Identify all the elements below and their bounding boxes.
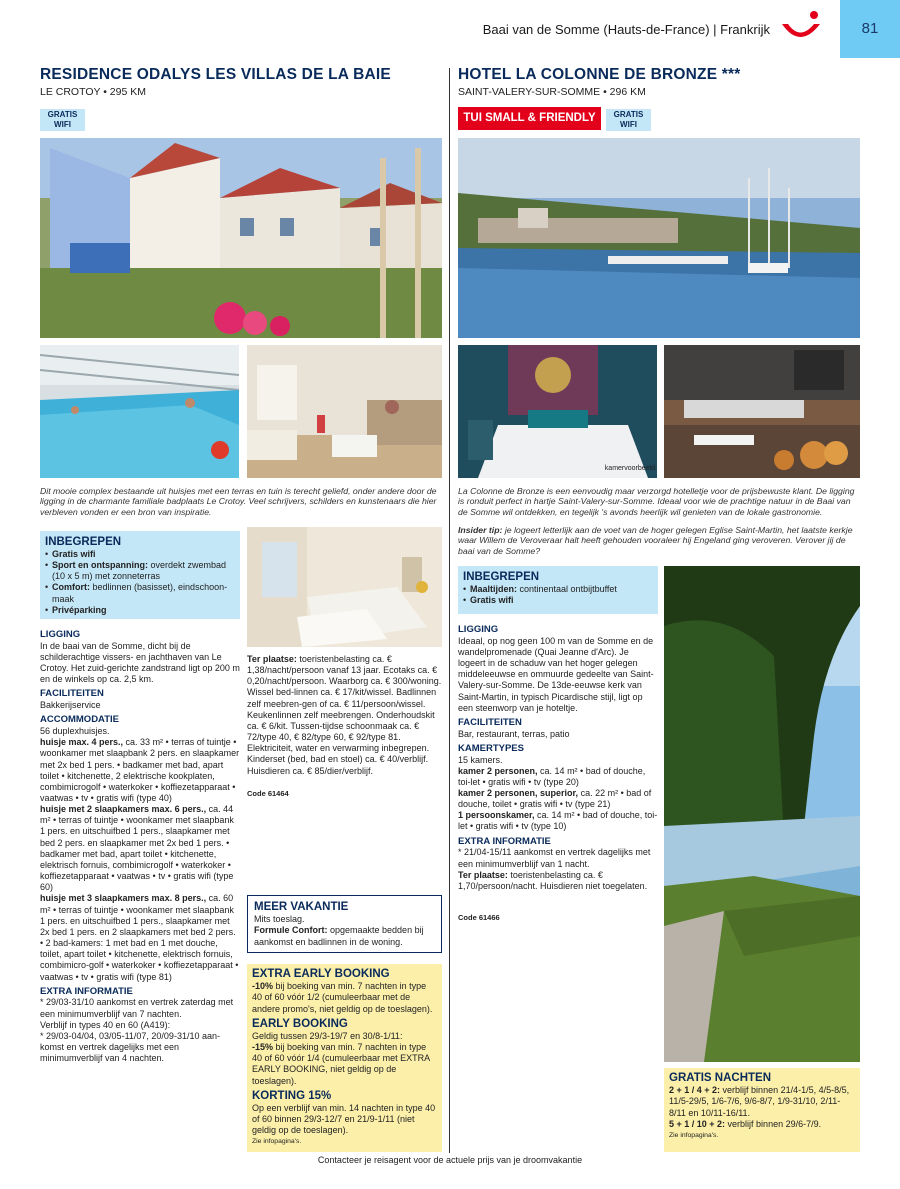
left-product-code: Code 61464 [247, 789, 289, 798]
insider-tip-text: je logeert letterlijk aan de voet van de hoger gelegen Eglise Saint-Martin, het laatste kerkje waar Willem de Veroveraar halt heeft gehouden vooraleer hij Engeland ging veroveren. Verover jij de baai van de Somme? [458, 525, 853, 556]
accommodation-intro: 56 duplexhuisjes. [40, 726, 110, 737]
indoor-pool-photo [40, 345, 239, 478]
left-location-text: In de baai van de Somme, dicht bij de schilderachtige vissers- en jachthaven van Le Crotoy. Het zuid-gerichte zandstrand ligt op 200 m en de winkels op ca. 2,5 km. [40, 640, 240, 685]
right-hotel-title: HOTEL LA COLONNE DE BRONZE *** [458, 66, 741, 83]
right-location-text: Ideaal, op nog geen 100 m van de Somme en de wandelpromenade (Quai Jeanne d'Arc). Je logeert in de schaduw van het hoger gelegen middeleeuwse en ommuurde gedeelte van Saint-Valery-sur-Somme. De 13de-eeuwse kerk van Saint-Martin, in typisch Picardische stijl, ligt op een steenworp van je hoteltje. [458, 635, 654, 713]
right-details-column [458, 621, 658, 892]
left-local-costs [247, 654, 443, 777]
promenade-photo [664, 566, 860, 1062]
local-costs-text: toeristenbelasting ca. € 1,38/nacht/persoon vanaf 13 jaar. Ecotaks ca. € 0,20/nacht/persoon. Waarborg ca. € 300/woning. Wissel bed-linnen ca. € 17/kit/wissel. Badlinnen zelf meebren-gen of ca. € 11/persoon/wissel. Keukenlinnen zelf meebrengen. Onderhoudskit ca. € 6/kit. Tussen-tijdse schoonmaak ca. € 72/type 40, € 82/type 60, € 92/type 81. Elektriciteit, water en verwarming inbegrepen. Kinderset (bed, bad en stoel) ca. € 40/verblijf. Huisdieren ca. € 85/dier/verblijf. [247, 654, 442, 776]
left-facilities-heading: FACILITEITEN [40, 688, 104, 700]
accommodation-unit: huisje met 2 slaapkamers max. 6 pers., ca. 44 m² • terras of tuintje • woonkamer met slaapbank 1 pers. en uitschuifbed 1 pers., slaapkamer met bed 2 pers. en slaapkamer met 2x bed 1 pers. • badkamer met bad, apart toilet • kitchenette, elektrisch fornuis, combimicrogolf • waterkoker • koffiezetapparaat • vaatwas • tv • gratis wifi (type 60) [40, 804, 234, 893]
left-details-column [40, 626, 240, 1064]
room-type: kamer 2 personen, superior, ca. 22 m² • bad of douche, toilet • gratis wifi • tv (type 21) [458, 788, 652, 810]
right-facilities-heading: FACILITEITEN [458, 716, 522, 728]
more-holiday-line: Mits toeslag. [254, 914, 305, 925]
right-wifi-badge [606, 109, 651, 131]
page-footer: Contacteer je reisagent voor de actuele prijs van je droomvakantie [317, 1155, 583, 1165]
accommodation-unit: huisje met 3 slaapkamers max. 8 pers., ca. 60 m² • terras of tuintje • woonkamer met slaapbank 1 pers. en uitschuifbed 1 pers., slaapkamer met 2x bed 1 pers. en 2 slaapkamers met bed 2 pers. • 2 bad-kamers: 1 met bad en 1 met douche, toilet, apart toilet • kitchenette, elektrisch fornuis, combimicro-golf • waterkoker • koffiezetapparaat • vaatwas • tv • gratis wifi (type 81) [40, 893, 239, 982]
discount-heading: KORTING 15% [252, 1089, 332, 1102]
free-nights-offer: 5 + 1 / 10 + 2: verblijf binnen 29/6-7/9. [669, 1118, 822, 1129]
right-intro-caption: La Colonne de Bronze is een eenvoudig maar verzorgd hotelletje voor de prijsbewuste klant. De ligging is ronduit perfect in hartje Saint-Valery-sur-Somme. Ideaal voor wie de prachtige natuur in de Baai van de Somme wil ontdekken, en tegelijk 's avonds heerlijk wil genieten van de lokale gastronomie. [458, 486, 855, 517]
free-nights-box [664, 1068, 860, 1152]
left-extra-info-heading: EXTRA INFORMATIE [40, 985, 133, 997]
left-included-heading: INBEGREPEN [45, 536, 122, 548]
left-hotel-location: LE CROTOY • 295 KM [40, 86, 146, 98]
right-local-costs: Ter plaatse: toeristenbelasting ca. € 1,70/persoon/nacht. Huisdieren niet toegelaten. [458, 869, 648, 891]
right-included-box [458, 566, 658, 614]
extra-info-line: * 29/03-04/04, 03/05-11/07, 20/09-31/10 aan-komst en vertrek dagelijks met een minimumverblijf van 4 nachten. [40, 1030, 220, 1064]
early-booking-period: Geldig tussen 29/3-19/7 en 30/8-1/11: [252, 1030, 403, 1041]
comfort-formula: Formule Confort: opgemaakte bedden bij aankomst en badlinnen in de woning. [254, 925, 424, 947]
wifi-badge-line2: WIFI [620, 120, 637, 129]
room-example-label: kamervoorbeeld [604, 465, 655, 472]
extra-early-booking-text: -10% bij boeking van min. 7 nachten in type 40 of 60 vóór 1/2 (cumuleerbaar met de andere promo's, niet geldig op de toeslagen). [252, 981, 433, 1014]
left-location-heading: LIGGING [40, 629, 81, 640]
villas-exterior-photo [40, 138, 442, 338]
right-hotel-location: SAINT-VALERY-SUR-SOMME • 296 KM [458, 86, 646, 98]
wifi-badge-line1: GRATIS [47, 110, 78, 119]
wifi-badge-line2: WIFI [54, 120, 71, 129]
insider-tip-label: Insider tip: [458, 525, 503, 535]
room-types-intro: 15 kamers. [458, 754, 503, 765]
extra-info-line: * 29/03-31/10 aankomst en vertrek zaterdag met een minimumverblijf van 7 nachten. [40, 997, 234, 1019]
left-included-box [40, 531, 240, 619]
region-header: Baai van de Somme (Hauts-de-France) | Frankrijk [482, 22, 770, 37]
accommodation-unit: huisje max. 4 pers., ca. 33 m² • terras of tuintje • woonkamer met slaapbank 2 pers. en slaapkamer met 2x bed 1 pers. • badkamer met bad, apart toilet • kitchenette, 2 elektrische kookplaten, combimicrogolf • waterkoker • koffiezetapparaat • vaatwas • tv • gratis wifi (type 40) [40, 737, 240, 804]
breakfast-buffet-photo [664, 345, 860, 478]
right-extra-info-heading: EXTRA INFORMATIE [458, 835, 551, 847]
accommodation-heading: ACCOMMODATIE [40, 714, 119, 726]
harbor-photo [458, 138, 860, 338]
more-holiday-box [247, 895, 442, 953]
included-item: • Privéparking [45, 605, 234, 616]
room-type: kamer 2 personen, ca. 14 m² • bad of douche, toi-let • gratis wifi • tv (type 20) [458, 765, 646, 787]
discount-text: Op een verblijf van min. 14 nachten in type 40 of 60 binnen 29/3-12/7 en 21/9-1/11 (niet geldig op de toeslagen). [252, 1103, 436, 1136]
insider-tip [458, 525, 862, 556]
right-included-heading: INBEGREPEN [463, 571, 540, 583]
small-friendly-badge: TUI SMALL & FRIENDLY [458, 107, 601, 130]
included-item: • Maaltijden: continentaal ontbijtbuffet [463, 584, 652, 595]
left-facilities-text: Bakkerijservice [40, 700, 101, 711]
more-holiday-heading: MEER VAKANTIE [254, 901, 349, 913]
right-facilities-text: Bar, restaurant, terras, patio [458, 728, 570, 739]
wifi-badge-line1: GRATIS [613, 110, 644, 119]
left-intro-caption: Dit mooie complex bestaande uit huisjes met een terras en tuin is terecht geliefd, onder andere door de ligging in de charmante familiale badplaats Le Crotoy. Veel schrijvers, schilders en kunstenaars die hier verbleven vonden er een bron van inspiratie. [40, 486, 437, 517]
hotel-room-photo [458, 345, 657, 478]
included-item: • Gratis wifi [463, 595, 652, 606]
extra-info-line: Verblijf in types 40 en 60 (A419): [40, 1019, 171, 1030]
extra-early-booking-heading: EXTRA EARLY BOOKING [252, 968, 390, 980]
room-types-heading: KAMERTYPES [458, 742, 524, 754]
right-product-code: Code 61466 [458, 913, 500, 922]
tui-smile-logo [778, 10, 824, 50]
free-nights-offer: 2 + 1 / 4 + 2: verblijf binnen 21/4-1/5, 4/5-8/5, 11/5-29/5, 1/6-7/6, 9/6-8/7, 1/9-31/10, 2/11-8/11 en 10/11-16/11. [669, 1085, 850, 1118]
free-nights-note: Zie infopagina's. [669, 1131, 719, 1139]
early-booking-heading: EARLY BOOKING [252, 1017, 348, 1030]
left-hotel-title: RESIDENCE ODALYS LES VILLAS DE LA BAIE [40, 66, 391, 83]
promo-note: Zie infopagina's. [252, 1138, 302, 1146]
included-item: • Gratis wifi [45, 549, 234, 560]
column-divider [449, 68, 450, 1153]
included-item: • Sport en ontspanning: overdekt zwembad (10 x 5 m) met zonneterras [45, 560, 234, 582]
bedroom-photo [247, 527, 442, 647]
left-wifi-badge [40, 109, 85, 131]
page-number: 81 [840, 0, 900, 58]
room-type: 1 persoonskamer, ca. 14 m² • bad of douche, toi-let • gratis wifi • tv (type 10) [458, 810, 658, 832]
living-room-photo [247, 345, 442, 478]
right-location-heading: LIGGING [458, 624, 499, 635]
promotions-box [247, 964, 442, 1152]
local-costs-label: Ter plaatse: [247, 654, 297, 664]
extra-info-line: * 21/04-15/11 aankomst en vertrek dagelijks met een minimumverblijf van 1 nacht. [458, 847, 651, 869]
free-nights-heading: GRATIS NACHTEN [669, 1072, 772, 1084]
included-item: • Comfort: bedlinnen (basisset), eindschoon-maak [45, 582, 234, 604]
early-booking-text: -15% bij boeking van min. 7 nachten in type 40 of 60 vóór 1/4 (cumuleerbaar met EXTRA EARLY BOOKING, niet geldig op de toeslagen). [252, 1042, 430, 1086]
